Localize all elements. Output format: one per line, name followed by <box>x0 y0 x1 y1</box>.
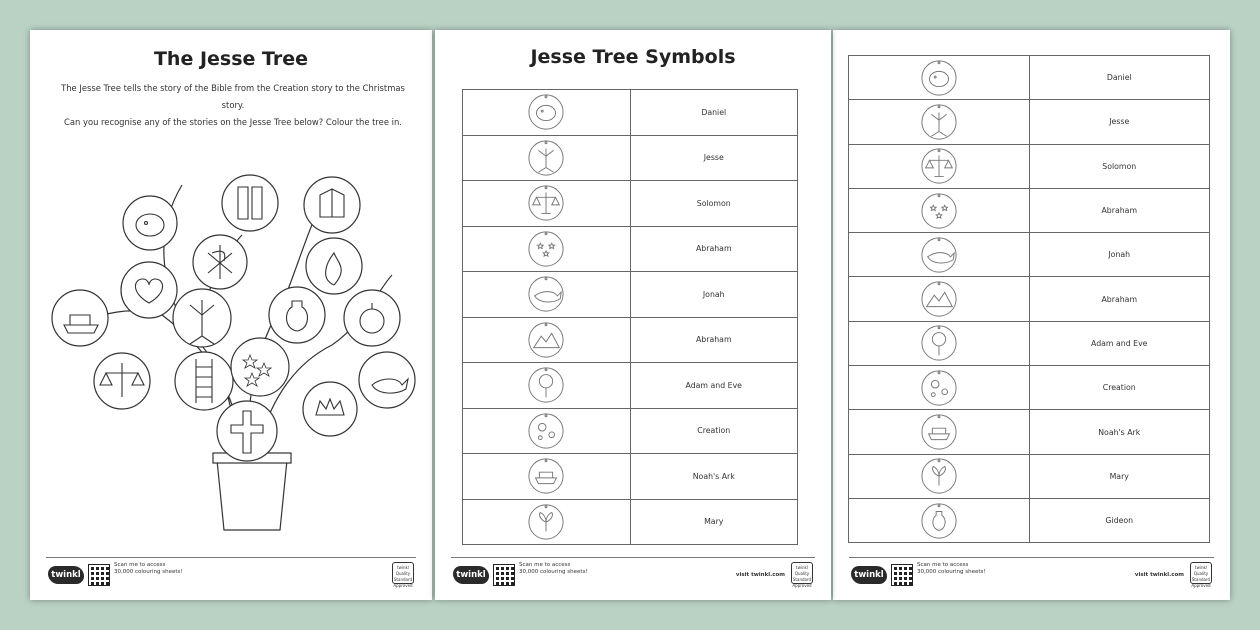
table-row <box>849 454 1210 498</box>
symbol-name: Creation <box>1029 366 1210 410</box>
stars-icon <box>920 192 958 230</box>
table-row <box>849 188 1210 232</box>
jar-icon <box>920 502 958 540</box>
symbol-cell <box>463 363 631 409</box>
symbol-cell <box>849 100 1030 144</box>
table-row <box>849 321 1210 365</box>
jar-ornament <box>269 287 325 343</box>
tree-roots-icon <box>920 103 958 141</box>
page-title: The Jesse Tree <box>153 48 309 70</box>
symbol-name: Gideon <box>1029 498 1210 542</box>
symbol-cell <box>849 56 1030 100</box>
symbol-name: Adam and Eve <box>630 363 798 409</box>
jesse-tree-symbols-page <box>435 30 831 600</box>
symbol-name: Mary <box>630 499 798 545</box>
qr-code-icon[interactable] <box>891 564 913 586</box>
symbol-cell <box>463 226 631 272</box>
table-row <box>463 181 798 227</box>
symbol-cell <box>849 410 1030 454</box>
apple-tree-icon <box>527 366 565 404</box>
mountain-icon <box>920 280 958 318</box>
stars-ornament <box>231 338 289 396</box>
tablets-ornament <box>222 175 278 231</box>
qr-code-icon[interactable] <box>88 564 110 586</box>
symbol-name: Solomon <box>630 181 798 227</box>
apple-tree-icon <box>920 324 958 362</box>
footer <box>849 557 1214 592</box>
jesse-tree-page <box>30 30 432 600</box>
quality-badge: twinkl Quality Standard Approved <box>1190 562 1212 584</box>
symbol-cell <box>849 144 1030 188</box>
twinkl-logo[interactable]: twinkl <box>48 566 84 584</box>
symbol-name: Noah's Ark <box>630 454 798 500</box>
table-row <box>849 366 1210 410</box>
ark-ornament <box>52 290 108 346</box>
symbol-cell <box>849 321 1030 365</box>
symbol-name: Jesse <box>630 135 798 181</box>
symbol-name: Abraham <box>1029 188 1210 232</box>
symbol-cell <box>463 90 631 136</box>
symbol-cell <box>463 454 631 500</box>
scales-icon <box>527 184 565 222</box>
symbol-name: Jonah <box>1029 233 1210 277</box>
table-row <box>849 100 1210 144</box>
footer <box>46 557 416 592</box>
table-row <box>463 408 798 454</box>
ark-icon <box>527 457 565 495</box>
scan-text: Scan me to access 30,000 colouring sheets! <box>917 562 986 575</box>
symbols-table <box>848 55 1210 543</box>
table-row <box>463 226 798 272</box>
symbol-cell <box>849 233 1030 277</box>
table-row <box>463 272 798 318</box>
heart-ornament <box>121 262 177 318</box>
tree-roots-icon <box>527 139 565 177</box>
lily-icon <box>920 457 958 495</box>
mountain-icon <box>527 321 565 359</box>
table-row <box>849 56 1210 100</box>
twinkl-logo[interactable]: twinkl <box>453 566 489 584</box>
symbol-cell <box>849 277 1030 321</box>
cross-ornament <box>217 401 277 461</box>
symbol-name: Daniel <box>630 90 798 136</box>
planets-icon <box>527 412 565 450</box>
twinkl-logo[interactable]: twinkl <box>851 566 887 584</box>
qr-code-icon[interactable] <box>493 564 515 586</box>
symbol-cell <box>463 408 631 454</box>
symbols-continued-page <box>833 30 1230 600</box>
symbol-cell <box>849 188 1030 232</box>
crown-ornament <box>303 382 357 436</box>
intro-line-1: The Jesse Tree tells the story of the Bible from the Creation story to the Christmas story. <box>61 83 405 110</box>
whale-icon <box>920 236 958 274</box>
quality-badge: twinkl Quality Standard Approved <box>392 562 414 584</box>
planets-icon <box>920 369 958 407</box>
page-title: Jesse Tree Symbols <box>530 46 736 68</box>
symbol-cell <box>849 498 1030 542</box>
symbol-name: Adam and Eve <box>1029 321 1210 365</box>
table-row <box>463 135 798 181</box>
quality-badge: twinkl Quality Standard Approved <box>791 562 813 584</box>
symbol-cell <box>849 366 1030 410</box>
apple-ornament <box>344 290 400 346</box>
symbol-name: Abraham <box>630 226 798 272</box>
table-row <box>463 499 798 545</box>
symbol-name: Mary <box>1029 454 1210 498</box>
symbol-name: Noah's Ark <box>1029 410 1210 454</box>
lion-icon <box>920 59 958 97</box>
table-row <box>849 144 1210 188</box>
whale-icon <box>527 275 565 313</box>
symbol-name: Solomon <box>1029 144 1210 188</box>
intro-text <box>56 80 410 131</box>
symbol-name: Abraham <box>1029 277 1210 321</box>
ladder-ornament <box>175 352 233 410</box>
symbol-name: Jesse <box>1029 100 1210 144</box>
symbol-cell <box>463 499 631 545</box>
symbol-name: Daniel <box>1029 56 1210 100</box>
table-row <box>463 90 798 136</box>
symbol-name: Creation <box>630 408 798 454</box>
symbol-cell <box>463 135 631 181</box>
table-row <box>849 277 1210 321</box>
symbol-name: Jonah <box>630 272 798 318</box>
visit-link[interactable]: visit twinkl.com <box>735 572 785 578</box>
table-row <box>463 317 798 363</box>
intro-line-2: Can you recognise any of the stories on the Jesse Tree below? Colour the tree in. <box>64 117 402 127</box>
visit-link[interactable]: visit twinkl.com <box>1134 572 1184 578</box>
table-row <box>463 363 798 409</box>
scan-text: Scan me to access 30,000 colouring sheets! <box>114 562 183 575</box>
symbols-table <box>462 89 798 545</box>
table-row <box>849 410 1210 454</box>
flame-ornament <box>306 238 362 294</box>
lion-icon <box>527 93 565 131</box>
scales-icon <box>920 147 958 185</box>
footer <box>451 557 815 592</box>
symbol-name: Abraham <box>630 317 798 363</box>
jesse-tree-illustration <box>42 145 422 540</box>
lion-ornament <box>123 196 177 250</box>
lily-icon <box>527 503 565 541</box>
ark-icon <box>920 413 958 451</box>
symbol-cell <box>463 317 631 363</box>
table-row <box>849 233 1210 277</box>
scan-text: Scan me to access 30,000 colouring sheets! <box>519 562 588 575</box>
table-row <box>463 454 798 500</box>
symbol-cell <box>463 272 631 318</box>
table-row <box>849 498 1210 542</box>
symbol-cell <box>463 181 631 227</box>
symbol-cell <box>849 454 1030 498</box>
stars-icon <box>527 230 565 268</box>
